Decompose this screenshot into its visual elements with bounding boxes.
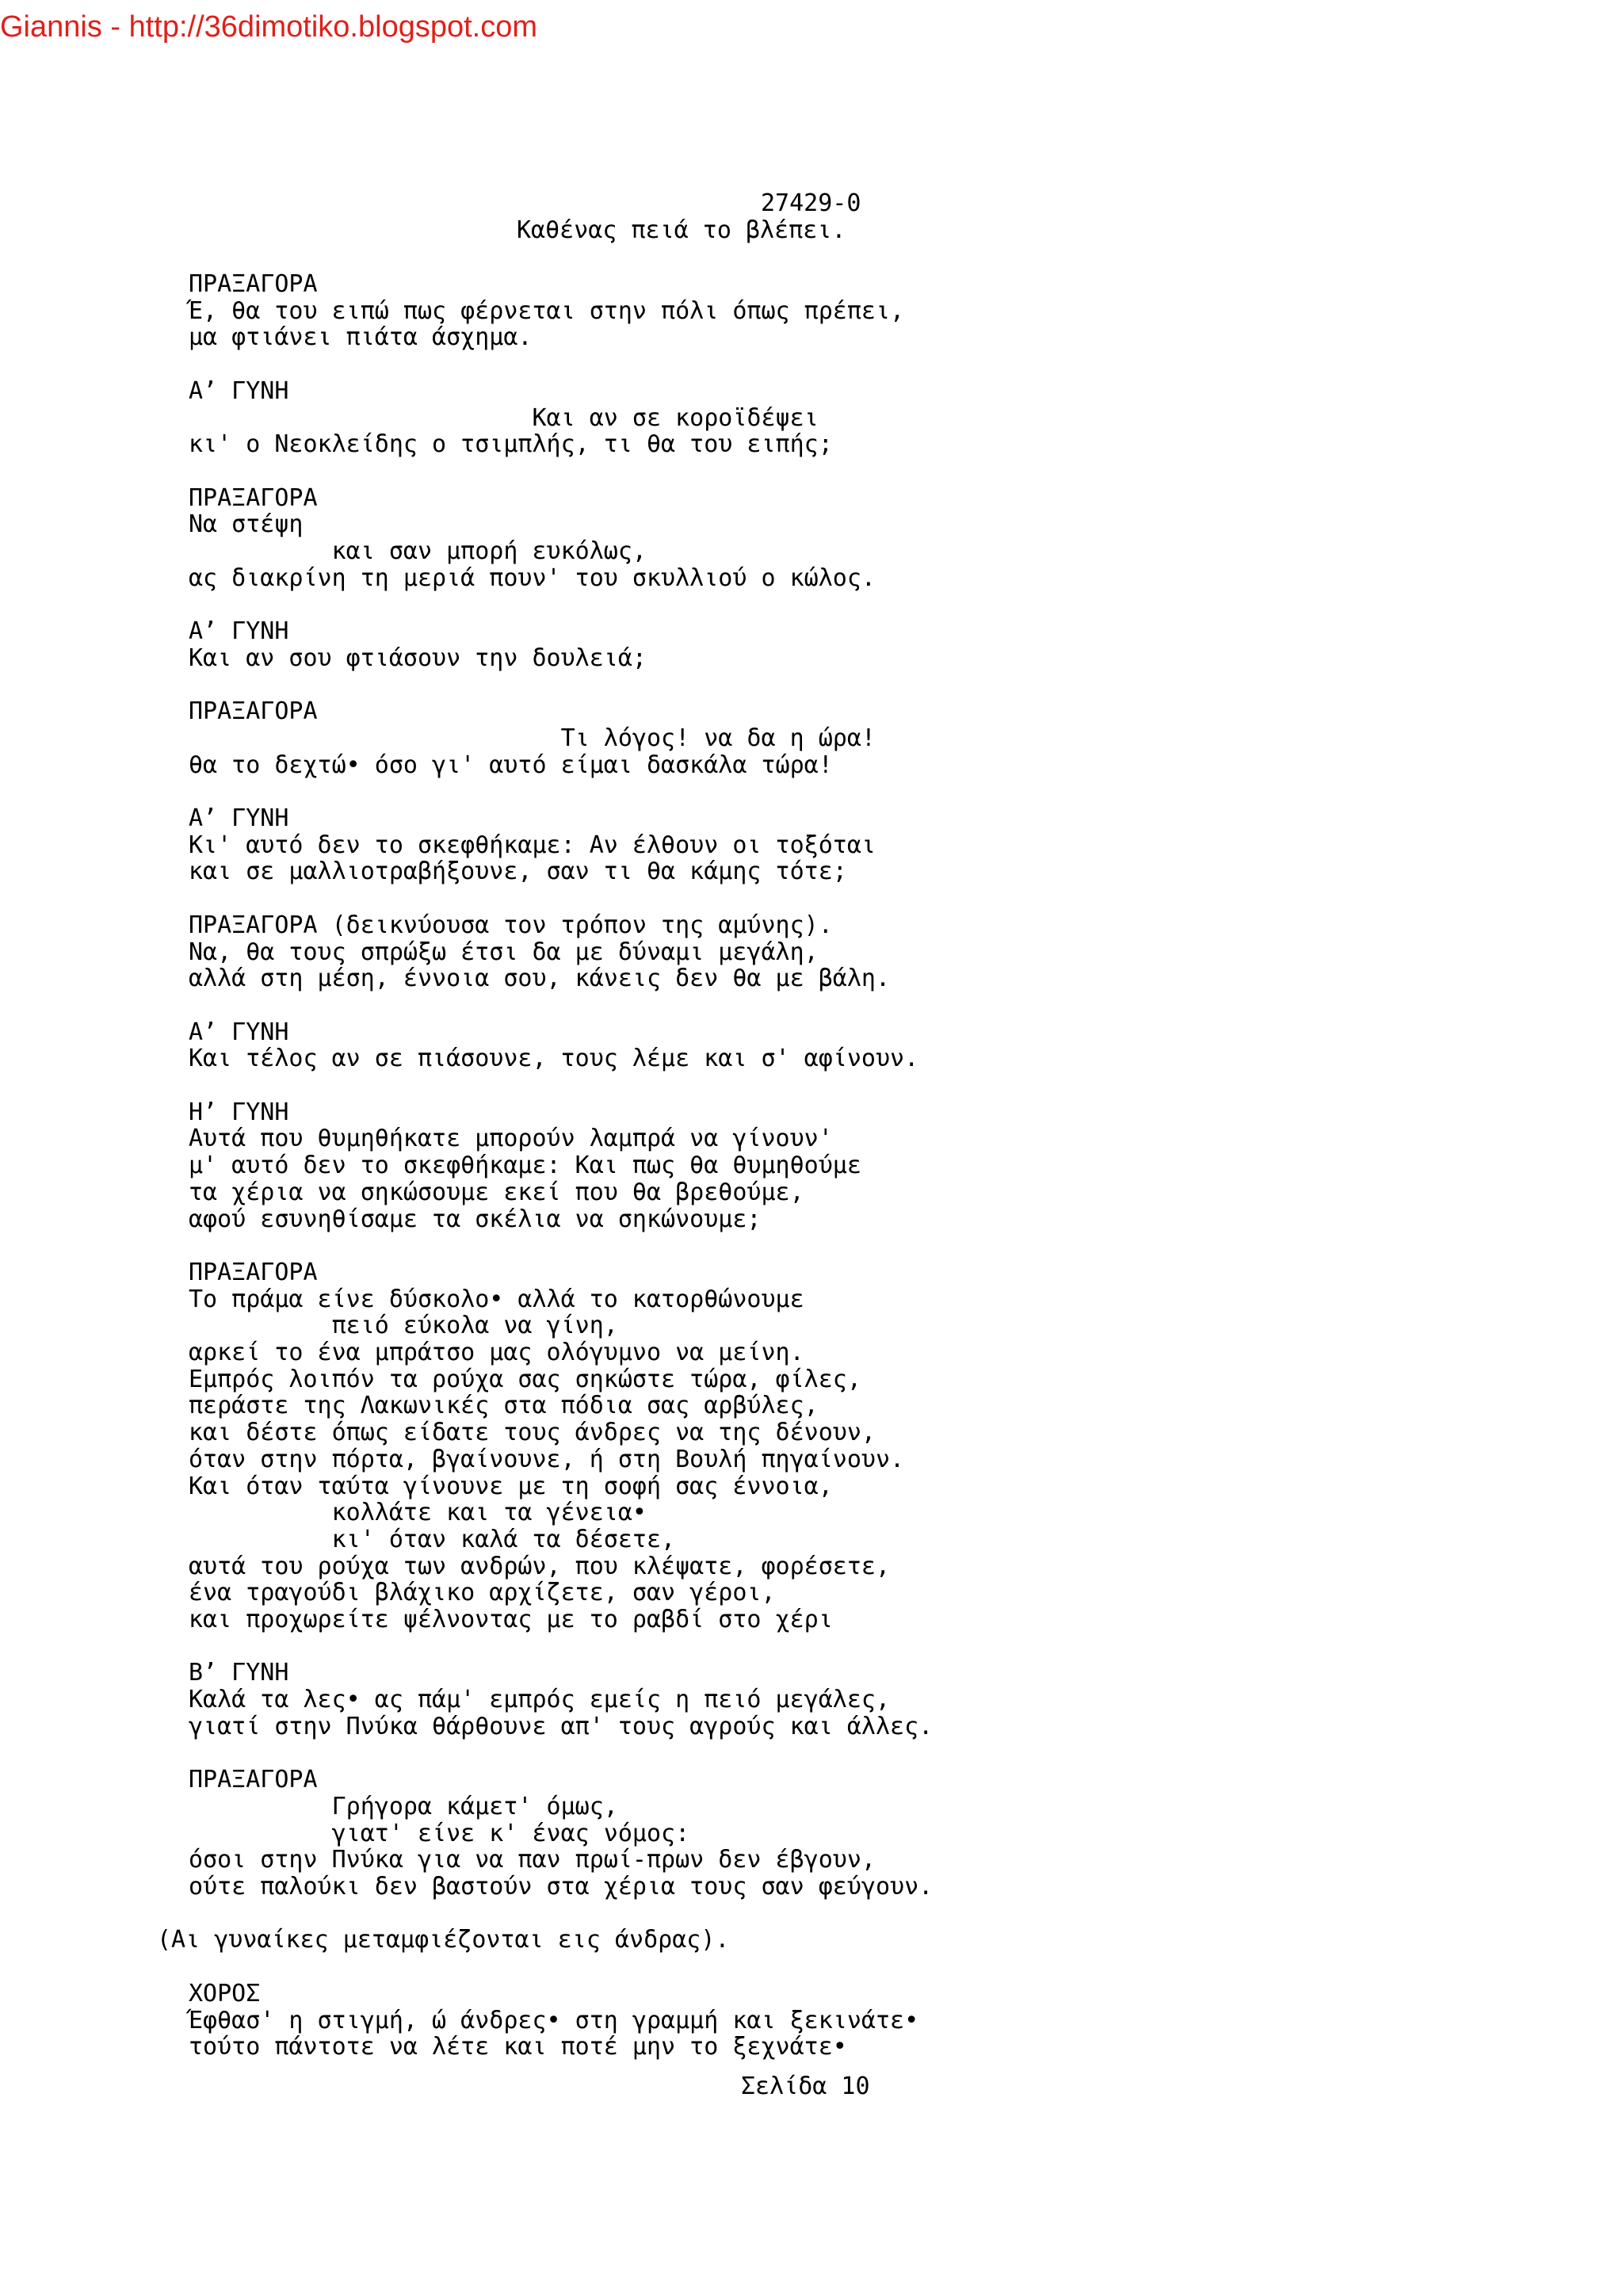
watermark-text: Giannis - http://36dimotiko.blogspot.com <box>0 10 538 44</box>
text-line: ΠΡΑΞΑΓΟΡΑ (δεικνύουσα τον τρόπον της αμύνης). <box>189 911 833 939</box>
text-line: όσοι στην Πνύκα για να παν πρωί-πρων δεν έβγουν, <box>189 1846 876 1874</box>
text-line: Εμπρός λοιπόν τα ρούχα σας σηκώστε τώρα, φίλες, <box>189 1365 861 1393</box>
text-line: Να, θα τους σπρώξω έτσι δα με δύναμι μεγάλη, <box>189 938 819 966</box>
text-line: Α’ ΓΥΝΗ <box>189 804 289 832</box>
text-line: αυτά του ρούχα των ανδρών, που κλέψατε, φορέσετε, <box>189 1552 891 1580</box>
text-line: αρκεί το ένα μπράτσο μας ολόγυμνο να μείνη. <box>189 1339 804 1366</box>
text-line: Το πράμα είνε δύσκολο• αλλά το κατορθώνουμε <box>189 1285 804 1313</box>
text-line: Γρήγορα κάμετ' όμως, <box>189 1792 618 1820</box>
text-line: αφού εσυνηθίσαμε τα σκέλια να σηκώνουμε; <box>189 1205 762 1233</box>
text-line: ένα τραγούδι βλάχικο αρχίζετε, σαν γέροι, <box>189 1579 776 1607</box>
text-line: ΧΟΡΟΣ <box>189 1979 261 2008</box>
text-line: Και τέλος αν σε πιάσουνε, τους λέμε και σ' αφίνουν. <box>189 1045 919 1073</box>
text-line: τα χέρια να σηκώσουμε εκεί που θα βρεθούμε, <box>189 1178 804 1206</box>
text-line: ΠΡΑΞΑΓΟΡΑ <box>189 1258 318 1286</box>
text-line: και σαν μπορή ευκόλως, <box>189 537 647 565</box>
text-line: ας διακρίνη τη μεριά πουν' του σκυλλιού ο κώλος. <box>189 563 876 592</box>
text-line: Α’ ΓΥΝΗ <box>189 376 289 405</box>
text-line: μ' αυτό δεν το σκεφθήκαμε: Και πως θα θυμηθούμε <box>189 1152 861 1180</box>
text-line: Αυτά που θυμηθήκατε μπορούν λαμπρά να γίνουν' <box>189 1125 833 1153</box>
text-line: κολλάτε και τα γένεια• <box>189 1499 647 1527</box>
doc-code: 27429-0 <box>761 189 861 217</box>
text-line: Α’ ΓΥΝΗ <box>189 1018 289 1046</box>
text-line: γιατ' είνε κ' ένας νόμος: <box>189 1819 690 1847</box>
text-line: Και όταν ταύτα γίνουνε με τη σοφή σας έννοια, <box>189 1472 833 1500</box>
text-line: και προχωρείτε ψέλνοντας με το ραβδί στο χέρι <box>189 1606 833 1633</box>
text-line: Να στέψη <box>189 510 304 539</box>
text-line: Α’ ΓΥΝΗ <box>189 617 289 646</box>
text-line: (Αι γυναίκες μεταμφιέζονται εις άνδρας). <box>157 1926 730 1954</box>
text-line: κι' ο Νεοκλείδης ο τσιμπλής, τι θα του ειπής; <box>189 430 833 459</box>
text-line: όταν στην πόρτα, βγαίνουνε, ή στη Βουλή πηγαίνουν. <box>189 1445 905 1473</box>
text-line: Κι' αυτό δεν το σκεφθήκαμε: Αν έλθουν οι τοξόται <box>189 831 876 859</box>
text-line: ούτε παλούκι δεν βαστούν στα χέρια τους σαν φεύγουν. <box>189 1873 934 1901</box>
text-line: Έ, θα του ειπώ πως φέρνεται στην πόλι όπως πρέπει, <box>189 296 905 325</box>
text-line: Έφθασ' η στιγμή, ώ άνδρες• στη γραμμή και ξεκινάτε• <box>189 2006 919 2034</box>
text-line: κι' όταν καλά τα δέσετε, <box>189 1525 676 1553</box>
text-line: Και αν σε κοροϊδέψει <box>189 403 819 432</box>
text-line: Η’ ΓΥΝΗ <box>189 1098 289 1126</box>
page-number: Σελίδα 10 <box>741 2073 870 2100</box>
text-line: ΠΡΑΞΑΓΟΡΑ <box>189 1766 318 1794</box>
text-line: Τι λόγος! να δα η ώρα! <box>189 724 876 752</box>
text-line: και σε μαλλιοτραβήξουνε, σαν τι θα κάμης τότε; <box>189 858 847 886</box>
text-line: αλλά στη μέση, έννοια σου, κάνεις δεν θα με βάλη. <box>189 965 891 993</box>
text-line: ΠΡΑΞΑΓΟΡΑ <box>189 270 318 298</box>
text-line: περάστε της Λακωνικές στα πόδια σας αρβύλες, <box>189 1392 819 1420</box>
doc-title: Καθένας πειά το βλέπει. <box>517 216 846 244</box>
text-line: γιατί στην Πνύκα θάρθουνε απ' τους αγρούς και άλλες. <box>189 1712 934 1740</box>
text-line: Β’ ΓΥΝΗ <box>189 1659 289 1687</box>
text-line: μα φτιάνει πιάτα άσχημα. <box>189 323 533 352</box>
text-line: Καλά τα λες• ας πάμ' εμπρός εμείς η πειό μεγάλες, <box>189 1686 891 1714</box>
text-line: θα το δεχτώ• όσο γι' αυτό είμαι δασκάλα τώρα! <box>189 751 833 779</box>
text-line: και δέστε όπως είδατε τους άνδρες να της δένουν, <box>189 1419 876 1447</box>
text-line: ΠΡΑΞΑΓΟΡΑ <box>189 697 318 726</box>
text-line: τούτο πάντοτε να λέτε και ποτέ μην το ξεχνάτε• <box>189 2033 847 2061</box>
text-line: πειό εύκολα να γίνη, <box>189 1312 618 1340</box>
text-line: ΠΡΑΞΑΓΟΡΑ <box>189 483 318 512</box>
text-line: Και αν σου φτιάσουν την δουλειά; <box>189 644 647 672</box>
